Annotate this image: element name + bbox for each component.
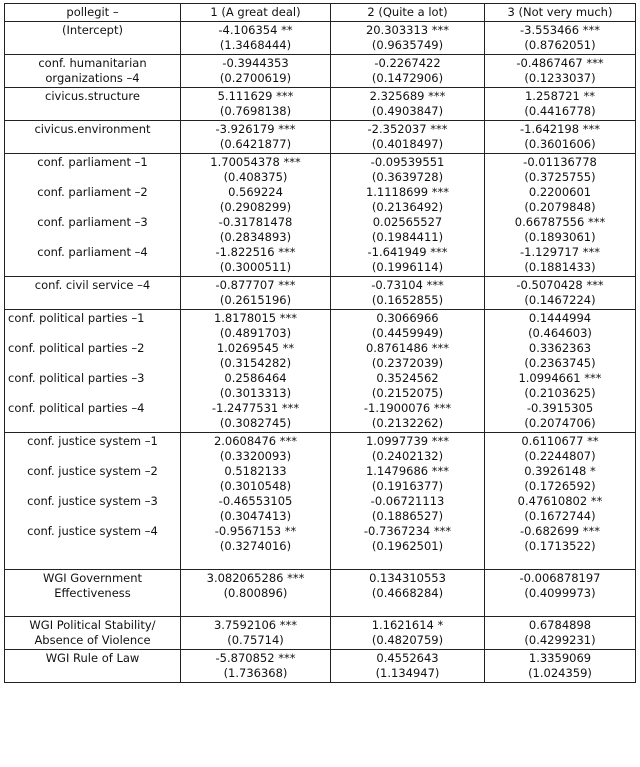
coefficient: 1.8178015 *** — [213, 311, 298, 325]
table-row — [5, 55, 636, 88]
variable-label — [8, 23, 177, 53]
variable-label-line: conf. political parties –1 — [8, 311, 145, 325]
estimate-cell-col-2 — [331, 433, 485, 570]
estimate-cell-col-3 — [485, 570, 636, 617]
variable-label-line: conf. political parties –2 — [8, 341, 145, 355]
standard-error: (0.2079848) — [524, 200, 596, 214]
coefficient: 1.3359069 — [528, 651, 592, 665]
standard-error: (0.1893061) — [524, 230, 596, 244]
table-body — [5, 22, 636, 683]
variable-label — [8, 185, 177, 215]
estimate-cell-col-1 — [181, 88, 331, 121]
estimate-pair — [184, 56, 327, 86]
standard-error: (0.4668284) — [371, 586, 444, 600]
estimate-cell-col-2 — [331, 310, 485, 433]
coefficient: -2.352037 *** — [367, 122, 448, 136]
estimate-pair — [488, 215, 632, 245]
standard-error: (0.800896) — [223, 586, 288, 600]
variable-label-line: civicus.structure — [45, 89, 140, 103]
row-label-cell — [5, 277, 181, 310]
coefficient: 1.1118699 *** — [365, 185, 450, 199]
standard-error: (0.1472906) — [371, 71, 444, 85]
standard-error: (0.4416778) — [524, 104, 596, 118]
coefficient: 1.1479686 *** — [365, 464, 450, 478]
standard-error: (0.3601606) — [524, 137, 596, 151]
estimate-cell-col-1 — [181, 650, 331, 683]
estimate-cell-col-1 — [181, 277, 331, 310]
variable-label-line: civicus.environment — [34, 122, 151, 136]
standard-error: (0.464603) — [528, 326, 592, 340]
estimate-pair — [334, 464, 481, 494]
row-label-cell — [5, 433, 181, 570]
standard-error: (0.3639728) — [371, 170, 444, 184]
group-spacer — [488, 554, 632, 568]
coefficient: 3.7592106 *** — [213, 618, 298, 632]
estimate-pair — [334, 215, 481, 245]
estimate-pair — [184, 434, 327, 464]
group-spacer — [488, 601, 632, 615]
estimate-pair — [488, 618, 632, 648]
table-row — [5, 433, 636, 570]
variable-label — [8, 341, 177, 371]
standard-error: (0.2363745) — [524, 356, 596, 370]
variable-label-line: conf. parliament –1 — [37, 155, 148, 169]
estimate-pair — [334, 185, 481, 215]
header-col-1: 1 (A great deal) — [181, 4, 331, 22]
coefficient: -3.553466 *** — [520, 23, 600, 37]
coefficient: 0.5182133 — [224, 464, 287, 478]
estimate-pair — [334, 651, 481, 681]
standard-error: (0.2152075) — [371, 386, 444, 400]
group-spacer — [184, 554, 327, 568]
header-col-3: 3 (Not very much) — [485, 4, 636, 22]
coefficient: -0.7367234 *** — [363, 524, 452, 538]
coefficient: -0.5070428 *** — [516, 278, 604, 292]
standard-error: (0.2700619) — [219, 71, 292, 85]
coefficient: -0.877707 *** — [215, 278, 296, 292]
coefficient: 1.0997739 *** — [365, 434, 450, 448]
standard-error: (0.3320093) — [219, 449, 292, 463]
standard-error: (0.3154282) — [219, 356, 292, 370]
variable-label-line: organizations –4 — [45, 71, 140, 85]
coefficient: 0.3066966 — [376, 311, 439, 325]
coefficient: -0.09539551 — [370, 155, 445, 169]
standard-error: (0.9635749) — [371, 38, 444, 52]
estimate-cell-col-2 — [331, 88, 485, 121]
variable-label-line: conf. justice system –1 — [27, 434, 158, 448]
standard-error: (0.3274016) — [219, 539, 292, 553]
standard-error: (0.1713522) — [524, 539, 596, 553]
variable-label — [8, 524, 177, 554]
coefficient: -1.822516 *** — [215, 245, 296, 259]
row-label-cell — [5, 154, 181, 277]
variable-label — [8, 278, 177, 308]
table-row — [5, 617, 636, 650]
estimate-pair — [334, 571, 481, 601]
variable-label — [8, 215, 177, 245]
standard-error: (0.1672744) — [524, 509, 596, 523]
coefficient: 0.3362363 — [528, 341, 592, 355]
variable-label-line: Absence of Violence — [34, 633, 151, 647]
estimate-pair — [334, 56, 481, 86]
table-row — [5, 277, 636, 310]
estimate-pair — [334, 23, 481, 53]
coefficient: -0.3915305 — [526, 401, 594, 415]
coefficient: 0.47610802 ** — [517, 494, 603, 508]
standard-error: (0.6421877) — [219, 137, 292, 151]
variable-label — [8, 401, 177, 431]
variable-label — [8, 494, 177, 524]
estimate-cell-col-3 — [485, 88, 636, 121]
standard-error: (0.2136492) — [371, 200, 444, 214]
standard-error: (0.2908299) — [219, 200, 292, 214]
standard-error: (0.1881433) — [524, 260, 596, 274]
variable-label-line: WGI Political Stability/ — [29, 618, 156, 632]
coefficient: -0.006878197 — [519, 571, 601, 585]
table-row — [5, 650, 636, 683]
variable-label-line: conf. political parties –3 — [8, 371, 145, 385]
estimate-pair — [488, 311, 632, 341]
standard-error: (1.3468444) — [219, 38, 292, 52]
variable-label — [8, 618, 177, 648]
coefficient: -1.1900076 *** — [363, 401, 452, 415]
coefficient: 0.66787556 *** — [514, 215, 606, 229]
row-label-cell — [5, 88, 181, 121]
estimate-pair — [184, 155, 327, 185]
estimate-pair — [334, 434, 481, 464]
estimate-pair — [334, 122, 481, 152]
coefficient: -5.870852 *** — [215, 651, 296, 665]
coefficient: 0.3926148 * — [524, 464, 596, 478]
coefficient: 20.303313 *** — [365, 23, 450, 37]
estimate-cell-col-3 — [485, 22, 636, 55]
variable-label-line: WGI Government — [42, 571, 143, 585]
group-spacer — [8, 554, 177, 568]
coefficient: 5.111629 *** — [217, 89, 294, 103]
estimate-pair — [184, 23, 327, 53]
standard-error: (0.4018497) — [371, 137, 444, 151]
variable-label-line: Effectiveness — [54, 586, 131, 600]
variable-label — [8, 571, 177, 601]
estimate-pair — [184, 245, 327, 275]
standard-error: (0.1233037) — [524, 71, 596, 85]
standard-error: (0.3000511) — [219, 260, 292, 274]
standard-error: (0.3725755) — [524, 170, 596, 184]
estimate-pair — [488, 571, 632, 601]
row-label-cell — [5, 22, 181, 55]
estimate-pair — [488, 494, 632, 524]
estimate-cell-col-3 — [485, 650, 636, 683]
variable-label-line: conf. parliament –4 — [37, 245, 148, 259]
estimate-pair — [334, 89, 481, 119]
variable-label — [8, 155, 177, 185]
standard-error: (0.4820759) — [371, 633, 444, 647]
coefficient: -0.3944353 — [222, 56, 289, 70]
estimate-cell-col-3 — [485, 154, 636, 277]
estimate-cell-col-3 — [485, 55, 636, 88]
standard-error: (0.1726592) — [524, 479, 596, 493]
standard-error: (0.3010548) — [219, 479, 292, 493]
standard-error: (1.024359) — [528, 666, 592, 680]
table-row — [5, 154, 636, 277]
variable-label — [8, 89, 177, 119]
estimate-pair — [184, 341, 327, 371]
standard-error: (0.1996114) — [371, 260, 444, 274]
estimate-cell-col-3 — [485, 310, 636, 433]
estimate-cell-col-3 — [485, 277, 636, 310]
coefficient: -3.926179 *** — [215, 122, 296, 136]
table-row — [5, 310, 636, 433]
coefficient: 0.4552643 — [376, 651, 439, 665]
coefficient: -0.4867467 *** — [516, 56, 604, 70]
estimate-cell-col-3 — [485, 121, 636, 154]
estimate-pair — [334, 278, 481, 308]
estimate-pair — [488, 401, 632, 431]
standard-error: (0.2834893) — [219, 230, 292, 244]
coefficient: -0.682699 *** — [520, 524, 600, 538]
coefficient: 1.1621614 * — [371, 618, 444, 632]
estimate-cell-col-2 — [331, 22, 485, 55]
estimate-pair — [488, 185, 632, 215]
standard-error: (0.4903847) — [371, 104, 444, 118]
standard-error: (0.2244807) — [524, 449, 596, 463]
estimate-pair — [334, 245, 481, 275]
standard-error: (0.4099973) — [524, 586, 596, 600]
estimate-pair — [334, 524, 481, 554]
estimate-pair — [488, 371, 632, 401]
coefficient: -0.9567153 ** — [214, 524, 297, 538]
estimate-pair — [334, 401, 481, 431]
coefficient: 0.2200601 — [528, 185, 592, 199]
standard-error: (0.4299231) — [524, 633, 596, 647]
estimate-pair — [488, 122, 632, 152]
standard-error: (0.1886527) — [371, 509, 444, 523]
estimate-pair — [488, 434, 632, 464]
table-row — [5, 121, 636, 154]
row-label-cell — [5, 310, 181, 433]
standard-error: (0.1984411) — [371, 230, 444, 244]
table-row — [5, 88, 636, 121]
estimate-cell-col-1 — [181, 55, 331, 88]
estimate-pair — [334, 155, 481, 185]
group-spacer — [334, 554, 481, 568]
estimate-cell-col-1 — [181, 310, 331, 433]
estimate-pair — [488, 245, 632, 275]
row-label-cell — [5, 650, 181, 683]
standard-error: (0.2402132) — [371, 449, 444, 463]
estimate-cell-col-2 — [331, 277, 485, 310]
coefficient: 0.6110677 ** — [521, 434, 599, 448]
estimate-cell-col-2 — [331, 121, 485, 154]
row-label-cell — [5, 570, 181, 617]
variable-label — [8, 122, 177, 152]
table-row — [5, 22, 636, 55]
table-row — [5, 570, 636, 617]
regression-table — [4, 3, 636, 683]
variable-label-line: conf. justice system –3 — [27, 494, 158, 508]
variable-label-line: conf. parliament –3 — [37, 215, 148, 229]
coefficient: 1.70054378 *** — [210, 155, 301, 169]
estimate-pair — [184, 122, 327, 152]
standard-error: (0.2074706) — [524, 416, 596, 430]
estimate-cell-col-3 — [485, 433, 636, 570]
estimate-pair — [184, 524, 327, 554]
coefficient: -4.106354 ** — [218, 23, 293, 37]
estimate-pair — [184, 401, 327, 431]
estimate-pair — [184, 215, 327, 245]
coefficient: 1.0994661 *** — [518, 371, 602, 385]
coefficient: -1.642198 *** — [520, 122, 600, 136]
estimate-cell-col-3 — [485, 617, 636, 650]
standard-error: (0.1467224) — [524, 293, 596, 307]
standard-error: (0.1962501) — [371, 539, 444, 553]
coefficient: -1.129717 *** — [520, 245, 600, 259]
row-label-cell — [5, 121, 181, 154]
variable-label — [8, 311, 177, 341]
variable-label — [8, 464, 177, 494]
standard-error: (0.3082745) — [219, 416, 292, 430]
estimate-pair — [184, 185, 327, 215]
header-col-2: 2 (Quite a lot) — [331, 4, 485, 22]
estimate-pair — [184, 89, 327, 119]
coefficient: 1.0269545 ** — [216, 341, 295, 355]
estimate-cell-col-1 — [181, 570, 331, 617]
estimate-cell-col-1 — [181, 617, 331, 650]
header-row — [5, 4, 636, 22]
estimate-pair — [184, 464, 327, 494]
estimate-pair — [184, 618, 327, 648]
standard-error: (0.4459949) — [371, 326, 444, 340]
estimate-cell-col-1 — [181, 154, 331, 277]
coefficient: 0.2586464 — [224, 371, 287, 385]
standard-error: (0.2372039) — [371, 356, 444, 370]
coefficient: 0.8761486 *** — [365, 341, 450, 355]
coefficient: 0.3524562 — [376, 371, 439, 385]
estimate-pair — [184, 278, 327, 308]
standard-error: (0.408375) — [223, 170, 288, 184]
estimate-pair — [488, 155, 632, 185]
coefficient: -0.46553105 — [218, 494, 293, 508]
estimate-pair — [488, 89, 632, 119]
variable-label-line: conf. justice system –4 — [27, 524, 158, 538]
coefficient: 0.6784898 — [528, 618, 592, 632]
estimate-cell-col-2 — [331, 154, 485, 277]
variable-label — [8, 56, 177, 86]
coefficient: -0.01136778 — [523, 155, 597, 169]
variable-label-line: conf. parliament –2 — [37, 185, 148, 199]
estimate-pair — [184, 651, 327, 681]
estimate-pair — [488, 341, 632, 371]
standard-error: (0.3013313) — [219, 386, 292, 400]
coefficient: 2.0608476 *** — [213, 434, 298, 448]
estimate-cell-col-2 — [331, 570, 485, 617]
estimate-pair — [184, 571, 327, 601]
coefficient: 0.569224 — [228, 185, 283, 199]
coefficient: 1.258721 ** — [524, 89, 596, 103]
variable-label-line: (Intercept) — [62, 23, 123, 37]
estimate-pair — [334, 494, 481, 524]
standard-error: (0.4891703) — [219, 326, 292, 340]
coefficient: -1.641949 *** — [367, 245, 448, 259]
estimate-pair — [334, 618, 481, 648]
group-spacer — [334, 601, 481, 615]
variable-label-line: conf. political parties –4 — [8, 401, 145, 415]
estimate-cell-col-1 — [181, 22, 331, 55]
estimate-cell-col-1 — [181, 121, 331, 154]
standard-error: (0.2615196) — [219, 293, 292, 307]
row-label-cell — [5, 617, 181, 650]
group-spacer — [8, 601, 177, 615]
variable-label-line: conf. humanitarian — [38, 56, 147, 70]
variable-label-line: conf. civil service –4 — [34, 278, 151, 292]
standard-error: (0.7698138) — [219, 104, 292, 118]
coefficient: -0.31781478 — [218, 215, 293, 229]
coefficient: -0.2267422 — [374, 56, 441, 70]
header-stub: pollegit – — [5, 4, 181, 22]
estimate-cell-col-2 — [331, 617, 485, 650]
coefficient: 0.1444994 — [528, 311, 592, 325]
standard-error: (1.134947) — [375, 666, 440, 680]
estimate-pair — [488, 23, 632, 53]
coefficient: 0.02565527 — [372, 215, 443, 229]
standard-error: (0.1916377) — [371, 479, 444, 493]
standard-error: (1.736368) — [223, 666, 288, 680]
estimate-pair — [488, 651, 632, 681]
variable-label-line: conf. justice system –2 — [27, 464, 158, 478]
estimate-cell-col-1 — [181, 433, 331, 570]
estimate-pair — [184, 311, 327, 341]
variable-label-line: WGI Rule of Law — [45, 651, 140, 665]
estimate-pair — [334, 341, 481, 371]
estimate-pair — [184, 494, 327, 524]
standard-error: (0.1652855) — [371, 293, 444, 307]
coefficient: 0.134310553 — [369, 571, 446, 585]
variable-label — [8, 245, 177, 275]
standard-error: (0.8762051) — [524, 38, 596, 52]
coefficient: 2.325689 *** — [369, 89, 446, 103]
coefficient: -1.2477531 *** — [211, 401, 300, 415]
regression-table-page — [4, 3, 635, 683]
row-label-cell — [5, 55, 181, 88]
variable-label — [8, 371, 177, 401]
standard-error: (0.2132262) — [371, 416, 444, 430]
estimate-cell-col-2 — [331, 55, 485, 88]
coefficient: 3.082065286 *** — [206, 571, 305, 585]
standard-error: (0.75714) — [227, 633, 284, 647]
estimate-pair — [488, 56, 632, 86]
estimate-pair — [184, 371, 327, 401]
standard-error: (0.2103625) — [524, 386, 596, 400]
variable-label — [8, 434, 177, 464]
estimate-pair — [488, 278, 632, 308]
group-spacer — [184, 601, 327, 615]
estimate-pair — [488, 524, 632, 554]
coefficient: -0.73104 *** — [371, 278, 444, 292]
variable-label — [8, 651, 177, 681]
estimate-pair — [334, 311, 481, 341]
estimate-pair — [488, 464, 632, 494]
estimate-cell-col-2 — [331, 650, 485, 683]
estimate-pair — [334, 371, 481, 401]
coefficient: -0.06721113 — [370, 494, 445, 508]
standard-error: (0.3047413) — [219, 509, 292, 523]
